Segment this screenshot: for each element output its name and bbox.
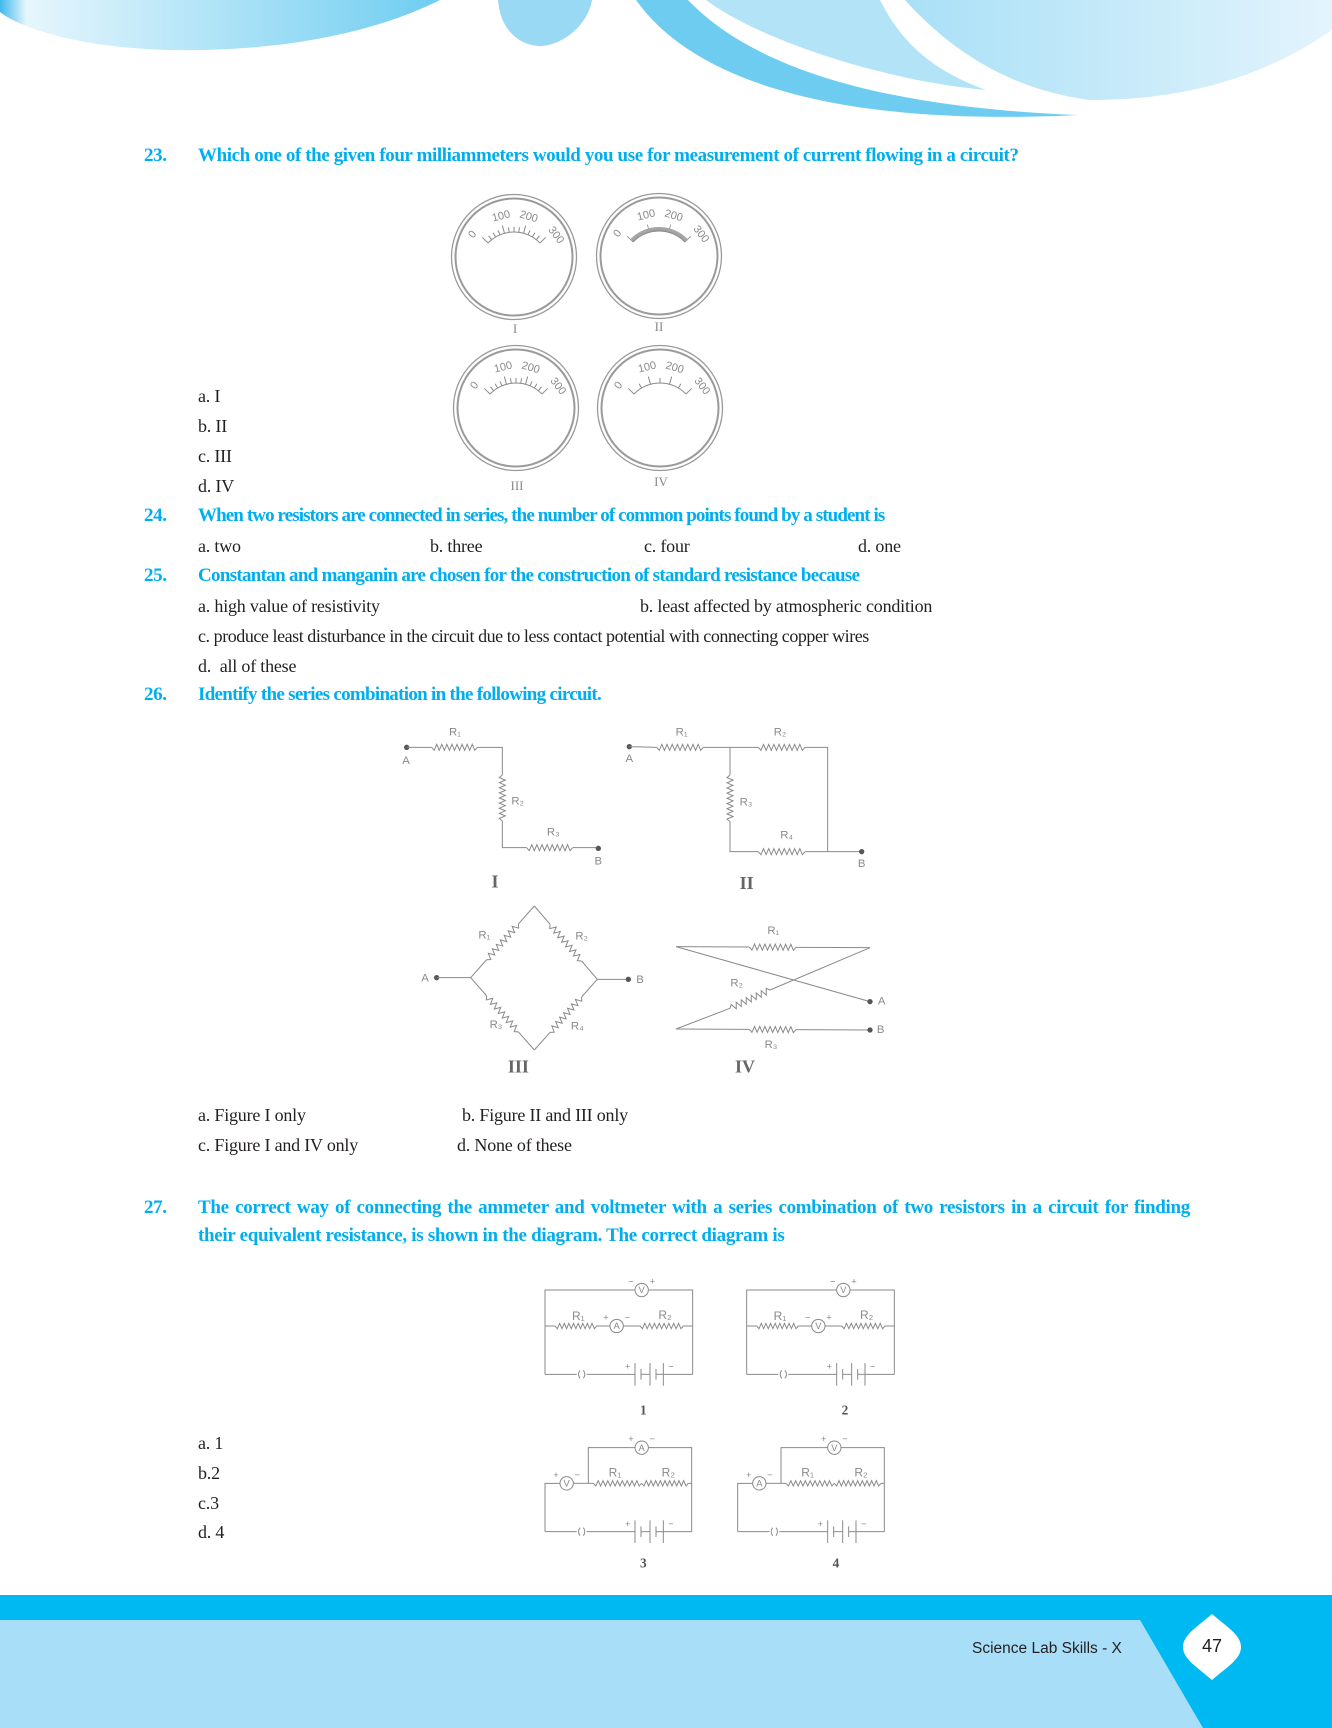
plug-key — [579, 1528, 585, 1536]
meter-scale-label: 0 — [468, 379, 482, 392]
meter-tick — [484, 388, 490, 394]
meter-outer-ring — [597, 194, 722, 319]
meter-scale-label: 0 — [611, 227, 625, 240]
resistor — [786, 1481, 834, 1486]
q23-option-d[interactable]: d. IV — [198, 476, 234, 496]
meter-inner-ring — [458, 350, 575, 467]
polarity-sign: − — [628, 1276, 634, 1287]
resistor-label: R₁ — [767, 925, 780, 937]
question-26-number: 26. — [144, 684, 167, 705]
q24-option-b[interactable]: b. three — [430, 536, 483, 556]
resistor — [730, 988, 770, 1008]
resistor-label: R₂ — [860, 1307, 874, 1322]
header-swoosh-drop — [498, 0, 592, 46]
resistor-label: R₁ — [571, 1308, 585, 1323]
q26-option-c[interactable]: c. Figure I and IV only — [198, 1135, 359, 1155]
q27-option-d[interactable]: d. 4 — [198, 1522, 225, 1542]
meter-scale-label: 0 — [612, 379, 626, 392]
meter-tick — [504, 377, 506, 385]
resistor — [834, 1481, 881, 1486]
q27-option-b[interactable]: b.2 — [198, 1463, 220, 1483]
meter-scale-label: 100 — [636, 359, 658, 376]
resistor — [593, 1481, 641, 1486]
terminal-dot — [867, 999, 872, 1004]
meter-scale-label: 100 — [635, 207, 657, 224]
meter-scale-label: 0 — [466, 228, 480, 241]
meter-tick — [678, 384, 681, 388]
plug-key — [780, 1370, 786, 1378]
resistor-label: R₁ — [801, 1465, 815, 1480]
resistor — [758, 849, 805, 855]
resistor-label: R₄ — [780, 829, 794, 842]
terminal-dot — [859, 849, 864, 854]
resistor-label: R₁ — [773, 1308, 787, 1323]
q23-option-b[interactable]: b. II — [198, 416, 227, 436]
meter-tick — [498, 230, 500, 235]
meter-scale-label: 300 — [547, 375, 569, 398]
polarity-sign: − — [869, 1361, 876, 1372]
meter-outer-ring — [454, 346, 579, 471]
resistor-label: R₁ — [478, 929, 491, 942]
meter-scale-label: 200 — [520, 359, 542, 377]
meter-tick — [493, 233, 496, 237]
resistor-label: R₂ — [575, 930, 588, 943]
wire — [738, 1483, 753, 1531]
meter-tick — [686, 388, 692, 394]
q25-option-b[interactable]: b. least affected by atmospheric condition — [640, 596, 933, 616]
meter-scale-label: 300 — [545, 224, 567, 247]
wire — [545, 1483, 560, 1531]
polarity-sign: + — [624, 1518, 631, 1529]
resistor-label: R₁ — [675, 726, 688, 739]
wire — [534, 1032, 550, 1050]
figure-label: 2 — [841, 1402, 849, 1418]
resistor-label: R₃ — [546, 826, 560, 839]
meter-scale-label: 200 — [663, 207, 685, 225]
wire — [582, 979, 598, 997]
resistor-label: R₃ — [739, 796, 753, 809]
q25-option-a[interactable]: a. high value of resistivity — [198, 596, 380, 616]
meter-scale-label: 300 — [690, 223, 712, 246]
wire — [471, 960, 487, 978]
wire — [676, 1008, 730, 1029]
meter-figure-label: III — [510, 477, 524, 493]
meter-tick — [491, 387, 494, 391]
polarity-sign: − — [624, 1312, 631, 1323]
resistor — [642, 1481, 689, 1486]
polarity-sign: + — [553, 1469, 559, 1480]
question-25-text: Constantan and manganin are chosen for the construction of standard resistance because — [198, 565, 860, 586]
series-combination-circuits — [390, 715, 890, 1085]
voltmeter-label: V — [840, 1285, 847, 1296]
resistor-label: R₁ — [448, 726, 462, 739]
figure-label: 1 — [639, 1402, 647, 1418]
resistor — [640, 1323, 683, 1328]
meter-tick — [528, 230, 530, 235]
figure-label: 3 — [639, 1555, 647, 1571]
q27-option-a[interactable]: a. 1 — [198, 1433, 224, 1453]
meter-scale-arc — [488, 232, 540, 243]
polarity-sign: + — [817, 1518, 824, 1529]
polarity-sign: − — [574, 1469, 581, 1480]
resistor-label: R₄ — [570, 1020, 584, 1033]
polarity-sign: − — [668, 1361, 674, 1372]
meter-tick — [651, 228, 652, 232]
ammeter-label: A — [638, 1442, 645, 1453]
figure-label: II — [739, 873, 754, 894]
resistor — [657, 744, 704, 750]
meter-tick — [502, 226, 504, 234]
meter-tick — [653, 228, 654, 232]
resistor — [757, 1323, 799, 1328]
terminal-label: A — [625, 753, 634, 765]
q25-option-d[interactable]: d. all of these — [198, 656, 297, 676]
q26-option-a[interactable]: a. Figure I only — [198, 1105, 306, 1125]
meter-tick — [519, 227, 520, 232]
wire — [747, 1290, 837, 1374]
meter-tick — [648, 377, 650, 385]
wire — [730, 822, 758, 852]
resistor — [842, 1323, 885, 1328]
wire — [534, 906, 550, 924]
wire — [676, 947, 870, 1002]
meter-tick — [489, 236, 492, 240]
wire — [518, 906, 534, 924]
meter-inner-ring — [601, 198, 718, 315]
meter-outer-ring — [598, 346, 723, 471]
meter-tick — [509, 227, 510, 232]
polarity-sign: − — [842, 1434, 848, 1445]
meter-figure-label: IV — [654, 473, 668, 489]
wire — [582, 961, 598, 979]
voltmeter-label: V — [831, 1442, 838, 1453]
meter-outer-ring — [452, 195, 577, 320]
q24-option-a[interactable]: a. two — [198, 536, 241, 556]
terminal-dot — [867, 1027, 872, 1032]
q23-option-a[interactable]: a. I — [198, 386, 221, 406]
voltmeter-label: V — [638, 1285, 645, 1296]
meter-inner-ring — [456, 199, 573, 316]
meter-tick — [526, 377, 528, 385]
meter-tick — [628, 388, 634, 394]
polarity-sign: + — [603, 1312, 609, 1323]
question-23-text: Which one of the given four milliammeters would you use for measurement of current flowing in a circuit? — [198, 145, 1019, 166]
meter-tick — [665, 228, 666, 232]
resistor — [758, 744, 805, 750]
resistor — [432, 744, 478, 750]
meter-tick — [524, 226, 526, 234]
question-24-text: When two resistors are connected in series, the number of common points found by a student is — [198, 505, 885, 526]
terminal-dot — [626, 977, 631, 982]
resistor-label: R₂ — [511, 795, 524, 808]
meter-tick — [654, 227, 655, 231]
wire — [518, 1032, 534, 1050]
question-26-text: Identify the series combination in the following circuit. — [198, 684, 602, 705]
header-decoration — [0, 0, 1332, 130]
meter-scale-label: 200 — [664, 359, 686, 377]
milliammeter-figures — [440, 185, 740, 495]
polarity-sign: − — [668, 1518, 674, 1529]
wire — [502, 821, 526, 848]
meter-scale-label: 100 — [490, 208, 512, 225]
q25-option-c[interactable]: c. produce least disturbance in the circuit due to less contact potential with connecting copper wires — [198, 626, 869, 646]
page-number: 47 — [1201, 1636, 1223, 1656]
meter-tick — [511, 378, 512, 383]
meter-scale-arc — [490, 383, 542, 394]
polarity-sign: − — [860, 1518, 867, 1529]
terminal-label: B — [636, 974, 644, 986]
wire — [770, 948, 870, 990]
resistor-label: R₂ — [773, 726, 787, 739]
meter-tick — [540, 237, 546, 243]
q24-option-d[interactable]: d. one — [858, 536, 901, 556]
meter-tick — [652, 228, 653, 232]
meter-tick — [532, 233, 535, 237]
polarity-sign: + — [628, 1434, 634, 1445]
polarity-sign: + — [820, 1434, 827, 1445]
q26-option-d[interactable]: d. None of these — [457, 1135, 572, 1155]
voltmeter-label: V — [563, 1478, 570, 1489]
q27-option-c[interactable]: c.3 — [198, 1493, 219, 1513]
meter-tick — [639, 384, 642, 388]
meter-tick — [536, 236, 539, 240]
polarity-sign: − — [649, 1434, 656, 1445]
question-27-number: 27. — [144, 1197, 167, 1218]
meter-tick — [666, 228, 667, 232]
meter-tick — [530, 381, 532, 386]
question-23-number: 23. — [144, 145, 167, 166]
question-24-number: 24. — [144, 505, 167, 526]
resistor — [527, 845, 573, 851]
resistor-label: R₂ — [661, 1465, 675, 1480]
meter-figure-label: II — [654, 318, 664, 334]
terminal-label: B — [876, 1024, 885, 1036]
resistor-label: R₃ — [489, 1019, 503, 1031]
footer-band-light — [0, 1620, 1203, 1728]
meter-tick — [482, 237, 488, 243]
polarity-sign: + — [851, 1276, 857, 1287]
resistor — [487, 924, 519, 960]
resistor-label: R₂ — [658, 1307, 672, 1322]
meter-tick — [664, 227, 665, 231]
polarity-sign: − — [829, 1276, 836, 1287]
question-27-text: The correct way of connecting the ammeter and voltmeter with a series combination of two resistors in a circuit for finding their equivalent resistance, is shown in the diagram. The correct diagram is — [198, 1197, 1190, 1246]
meter-tick — [534, 384, 537, 388]
figure-label: III — [507, 1056, 529, 1077]
meter-tick — [538, 387, 541, 391]
polarity-sign: + — [745, 1469, 752, 1480]
ammeter-label: A — [756, 1478, 763, 1489]
polarity-sign: + — [649, 1276, 656, 1287]
q26-option-b[interactable]: b. Figure II and III only — [462, 1105, 628, 1125]
resistor-label: R₂ — [730, 977, 743, 990]
resistor — [749, 1026, 796, 1032]
meter-tick — [667, 228, 668, 232]
meter-scale-arc — [634, 383, 686, 394]
figure-label: I — [491, 871, 499, 892]
ammeter-voltmeter-circuits — [535, 1265, 905, 1575]
polarity-sign: + — [826, 1312, 832, 1323]
wire — [471, 978, 487, 996]
voltmeter-label: V — [815, 1321, 822, 1332]
resistor-label: R₃ — [764, 1039, 778, 1051]
plug-key — [579, 1370, 585, 1378]
terminal-label: A — [421, 972, 429, 985]
ammeter-label: A — [613, 1321, 620, 1332]
meter-tick — [495, 384, 498, 388]
meter-tick — [542, 388, 548, 394]
meter-inner-ring — [602, 350, 719, 467]
wire — [629, 747, 656, 748]
polarity-sign: + — [624, 1361, 631, 1372]
footer-band — [0, 1595, 1332, 1728]
terminal-label: B — [857, 858, 866, 870]
terminal-label: B — [594, 855, 603, 868]
q23-option-c[interactable]: c. III — [198, 446, 232, 466]
resistor — [499, 775, 505, 821]
meter-tick — [521, 378, 522, 383]
q24-option-c[interactable]: c. four — [644, 536, 690, 556]
resistor-label: R₂ — [854, 1465, 868, 1480]
meter-scale-label: 200 — [518, 208, 540, 226]
header-swoosh-left — [0, 0, 440, 50]
wire — [545, 1290, 635, 1374]
resistor — [727, 775, 733, 822]
question-25-number: 25. — [144, 565, 167, 586]
polarity-sign: − — [804, 1312, 811, 1323]
footer-book-title: Science Lab Skills - X — [972, 1640, 1122, 1657]
resistor — [749, 944, 796, 950]
wire — [805, 747, 828, 851]
polarity-sign: − — [767, 1469, 773, 1480]
meter-scale-label: 300 — [691, 375, 713, 398]
plug-key — [771, 1528, 777, 1536]
terminal-label: A — [402, 755, 410, 767]
terminal-dot — [596, 846, 601, 851]
wire — [477, 747, 502, 775]
terminal-label: A — [877, 995, 886, 1008]
resistor-label: R₁ — [608, 1465, 622, 1480]
meter-tick — [500, 381, 502, 386]
figure-label: 4 — [832, 1555, 840, 1571]
resistor — [555, 1323, 597, 1328]
meter-scale-label: 100 — [492, 359, 514, 376]
polarity-sign: + — [826, 1361, 833, 1372]
meter-tick — [670, 377, 672, 385]
figure-label: IV — [734, 1056, 756, 1077]
meter-figure-label: I — [512, 320, 518, 336]
